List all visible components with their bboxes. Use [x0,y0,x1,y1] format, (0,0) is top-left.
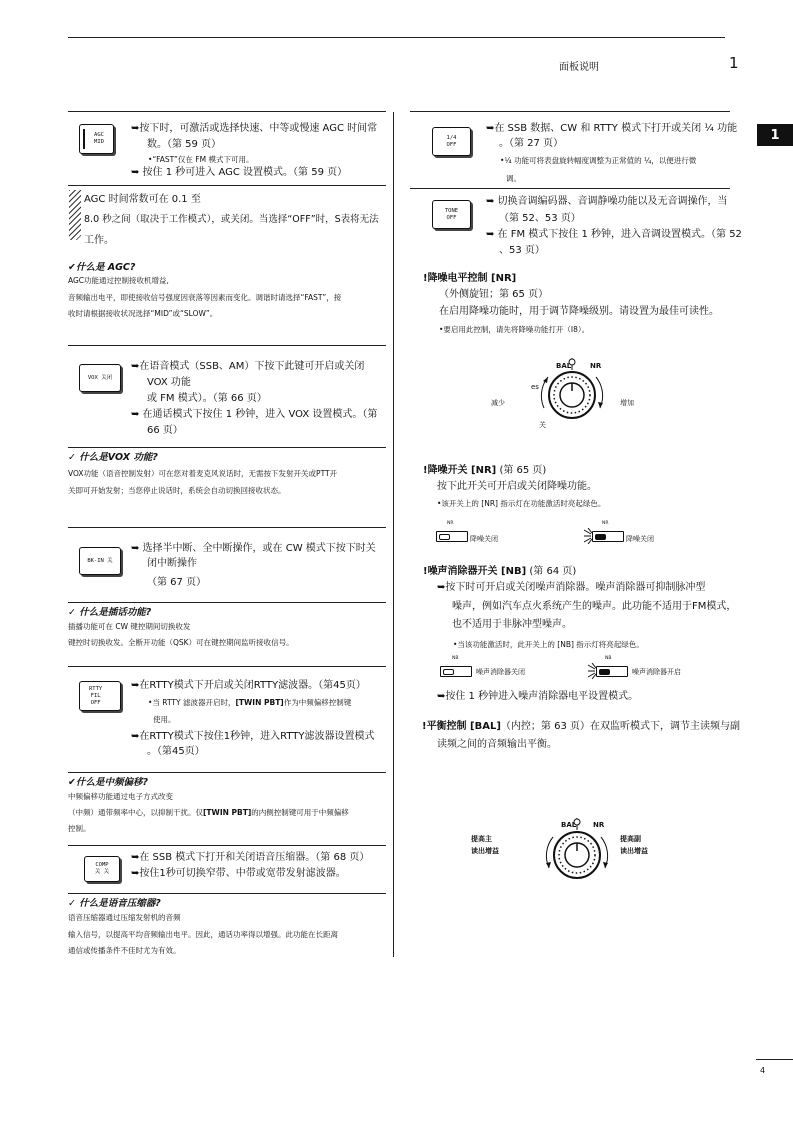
nr-control-title: !降噪电平控制 [NR] [423,273,517,284]
vox-desc-1: VOX功能（语音控制发射）可在您对着麦克风说话时，无需按下发射开关或PTT开 [68,469,338,478]
note-hatch-icon [69,190,81,240]
comp-text-1: ➥在 SSB 模式下打开和关闭语音压缩器。（第 68 页） [131,852,370,863]
nr-switch-title: !降噪开关 [NR] (第 65 页) [423,465,547,476]
bal-left-label-1: 提高主 [471,835,492,843]
tone-text-1: ➥ 切换音调编码器、音调静噪功能以及无音调操作，当 [486,196,728,207]
nb-on-label: 噪声消除器开启 [632,668,681,676]
tone-text-2: （第 52、53 页） [499,213,581,224]
agc-text-4: ➥ 按住 1 秒可进入 AGC 设置模式。（第 59 页） [131,167,348,178]
vox-text-1: ➥在语音模式（SSB、AM）下按下此键可开启或关闭 [131,361,365,372]
rtty-filter-button[interactable]: RTTY FIL OFF [79,681,121,711]
tone-text-4: 、53 页） [499,245,545,256]
page-number-bottom: 4 [760,1066,766,1075]
agc-text-1: ➥按下时，可激活或选择快速、中等或慢速 AGC 时间常 [131,123,378,134]
agc-note-2: 8.0 秒之间（取决于工作模式），或关闭。当选择“OFF”时，S表将无法 [84,214,379,225]
agc-note-3: 工作。 [84,235,114,246]
tone-text-3: ➥ 在 FM 模式下按住 1 秒钟，进入音调设置模式。（第 52 [486,229,742,240]
nr-indicator-off [436,531,468,542]
nr-indicator-off-label-top: NR [447,521,454,526]
ifshift-desc-1: 中频偏移功能通过电子方式改变 [68,792,173,801]
nr-knob-nr-label: NR [590,362,602,370]
agc-desc-1: AGC功能通过控制接收机增益, [68,276,169,285]
ifshift-heading: ✔什么是中频偏移? [68,777,148,788]
nr-switch-text-2: •该开关上的 [NR] 指示灯在功能激活时亮起绿色。 [437,499,606,508]
nb-off-label: 噪声消除器关闭 [476,668,525,676]
bkin-text-2: 闭中断操作 [147,558,197,569]
bkin-text-1: ➥ 选择半中断、全中断操作，或在 CW 模式下按下时关 [131,543,376,554]
bkin-desc-2: 键控时切换收发。全断开功能（QSK）可在键控期间监听接收信号。 [68,638,294,647]
quarter-text-1: ➥在 SSB 数据、CW 和 RTTY 模式下打开或关闭 ¹⁄₄ 功能 [486,123,738,134]
agc-text-3: •“FAST”仅在 FM 模式下可用。 [148,155,254,164]
nb-text-4: •当该功能激活时，此开关上的 [NB] 指示灯将亮起绿色。 [453,640,644,649]
quarter-text-3: •¹⁄₄ 功能可将表盘旋转幅度调整为正常值的 ¼，以便进行微 [500,156,697,165]
bkin-desc-1: 插播功能可在 CW 键控期间切换收发 [68,622,191,631]
bal-left-label-2: 读出增益 [471,847,499,855]
nb-title: !噪声消除器开关 [NB] (第 64 页) [423,566,577,577]
ifshift-desc-3: 控制。 [68,824,91,833]
section-marker-icon: ! [422,721,427,732]
agc-heading: ✔什么是 AGC? [68,262,136,273]
nb-text-5: ➥按住 1 秒钟进入噪声消除器电平设置模式。 [437,691,639,702]
section-marker-icon: ! [423,465,428,476]
nr-knob-decrease-label: 减少 [491,399,505,407]
agc-desc-2: 音频输出电平，即使接收信号强度因衰落等因素而变化。调谐时请选择“FAST”，接 [68,293,342,302]
nr-knob-off-label: 关 [539,421,546,429]
quarter-button[interactable]: 1/4 OFF [432,127,471,156]
rtty-text-4: ➥在RTTY模式下按住1秒钟，进入RTTY滤波器设置模式 [131,731,375,742]
comp-desc-1: 语音压缩器通过压缩发射机的音频 [68,913,181,922]
section-marker-icon: ! [423,566,428,577]
rtty-text-5: 。（第45页） [147,746,205,757]
vox-button[interactable]: VOX 关闭 [79,364,121,392]
quarter-text-2: 。（第 27 页） [499,138,564,149]
bkin-heading: ✓ 什么是插话功能? [68,607,152,618]
vox-heading: ✓ 什么是VOX 功能? [68,452,158,463]
bal-knob-bal-label: BAL [561,821,577,829]
nr-indicator-on-label-top: NR [602,521,609,526]
vox-text-3: 或 FM 模式）。（第 66 页） [147,393,267,404]
bal-right-label-2: 读出增益 [620,847,648,855]
nr-knob-increase-label: 增加 [620,399,634,407]
chapter-tab-label: 1 [770,127,780,143]
indicator-glow-icon [586,663,606,679]
vox-text-4: ➥ 在通话模式下按住 1 秒钟，进入 VOX 设置模式。（第 [131,409,378,420]
quarter-text-4: 调。 [506,174,521,183]
section-marker-icon: ! [423,273,428,284]
agc-desc-3: 收时请根据接收状况选择“MID”或“SLOW”。 [68,309,218,318]
vox-desc-2: 关即可开始发射；当您停止说话时，系统会自动切换回接收状态。 [68,486,286,495]
nb-text-2: 噪声，例如汽车点火系统产生的噪声。此功能不适用于FM模式， [452,601,737,612]
nr-on-label: 降噪关闭 [626,535,654,543]
bal-title: !平衡控制 [BAL]（内控；第 63 页）在双监听模式下，调节主读频与副 [422,721,741,732]
bkin-button[interactable]: BK-IN 关 [79,547,121,575]
ifshift-desc-2: （中频）通带频率中心，以抑制干扰。仅[TWIN PBT]的内侧控制键可用于中频偏移 [68,808,349,817]
rtty-text-3: 使用。 [153,715,176,724]
agc-button[interactable]: AGC MID [79,124,114,154]
section-title: 面板说明 [559,62,599,73]
comp-desc-2: 输入信号，以提高平均音频输出电平。因此，通话功率得以增强。此功能在长距离 [68,930,338,939]
indicator-glow-icon [582,528,602,544]
bal-right-label-1: 提高副 [620,835,641,843]
nr-switch-text-1: 按下此开关可开启或关闭降噪功能。 [437,481,597,492]
comp-text-2: ➥按住1秒可切换窄带、中带或宽带发射滤波器。 [131,868,346,879]
agc-text-2: 数。（第 59 页） [147,139,222,150]
chapter-tab[interactable] [757,124,793,146]
nr-control-text-1: （外侧旋钮；第 65 页） [439,289,549,300]
bal-knob-nr-label: NR [593,821,605,829]
page-number-top: 1 [729,54,739,72]
bal-text-2: 读频之间的音频输出平衡。 [437,739,557,750]
nb-indicator-off [440,666,472,677]
tone-button[interactable]: TONE OFF [432,200,471,229]
nr-knob-bal-label: BAL [556,362,572,370]
bkin-text-3: （第 67 页） [147,577,207,588]
comp-heading: ✓ 什么是语音压缩器? [68,898,161,909]
vox-text-2: VOX 功能 [147,377,191,388]
nb-indicator-off-label-top: NB [452,656,459,661]
nb-text-3: 也不适用于非脉冲型噪声。 [452,619,572,630]
comp-desc-3: 通信或传播条件不佳时尤为有效。 [68,946,181,955]
rtty-text-1: ➥在RTTY模式下开启或关闭RTTY滤波器。（第45页） [131,680,366,691]
nr-control-text-2: 在启用降噪功能时，用于调节降噪级别。请设置为最佳可读性。 [439,306,719,317]
vox-text-5: 66 页） [147,425,183,436]
nb-indicator-on-label-top: NB [605,656,612,661]
agc-note-1: AGC 时间常数可在 0.1 至 [84,194,201,205]
nr-off-label: 降噪关闭 [470,535,498,543]
nr-knob-es-label: es [531,383,539,391]
comp-button[interactable]: COMP 关 关 [84,856,120,882]
rtty-text-2: •当 RTTY 滤波器开启时，[TWIN PBT]作为中频偏移控制键 [148,698,352,707]
nb-text-1: ➥按下时可开启或关闭噪声消除器。噪声消除器可抑制脉冲型 [437,582,706,593]
nr-control-text-3: •要启用此控制，请先将降噪功能打开（I8）。 [439,325,590,334]
